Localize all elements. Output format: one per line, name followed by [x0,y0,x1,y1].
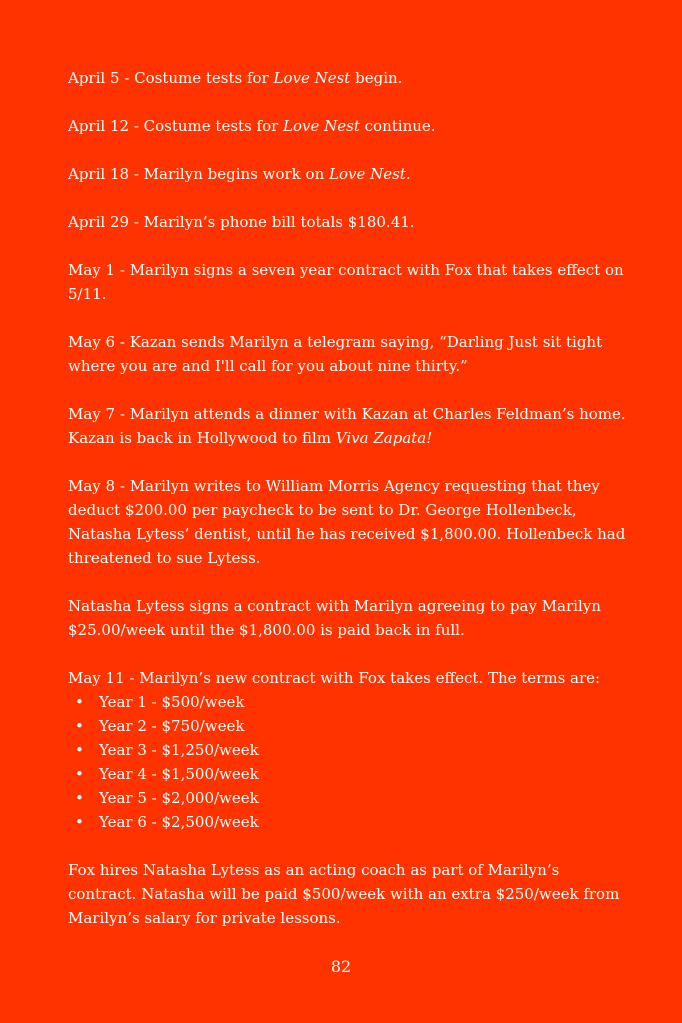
list-item: • Year 2 - $750/week [68,714,628,738]
page-body [68,66,628,954]
bullet-icon: • [75,741,84,759]
contract-intro: May 11 - Marilyn’s new contract with Fox takes effect. The terms are: [68,669,601,687]
entry-may-1: May 1 - Marilyn signs a seven year contract with Fox that takes effect on 5/11. [68,261,624,303]
bullet-icon: • [75,717,84,735]
entry-may-7: May 7 - Marilyn attends a dinner with Kazan at Charles Feldman’s home. Kazan is back in Hollywood to film Viva Zapata! [68,405,626,447]
list-item: • Year 3 - $1,250/week [68,738,628,762]
bullet-icon: • [75,693,84,711]
entry-may-6: May 6 - Kazan sends Marilyn a telegram saying, “Darling Just sit tight where you are and I'll call for you about nine thirty.” [68,333,603,375]
list-item: • Year 4 - $1,500/week [68,762,628,786]
contract-terms-list [68,690,628,834]
list-item: • Year 5 - $2,000/week [68,786,628,810]
film-title: Love Nest [283,117,360,135]
closing-paragraph: Fox hires Natasha Lytess as an acting coach as part of Marilyn’s contract. Natasha will be paid $500/week with an extra $250/week from Marilyn’s salary for private lessons. [68,861,620,927]
entry-lytess-contract: Natasha Lytess signs a contract with Marilyn agreeing to pay Marilyn $25.00/week until the $1,800.00 is paid back in full. [68,597,601,639]
entry-april-12: April 12 - Costume tests for Love Nest continue. [68,117,436,135]
bullet-icon: • [75,789,84,807]
film-title: Love Nest. [329,165,411,183]
film-title: Love Nest [273,69,351,87]
list-item: • Year 6 - $2,500/week [68,810,628,834]
list-item: • Year 1 - $500/week [68,690,628,714]
page-number: 82 [330,957,352,976]
entry-april-29: April 29 - Marilyn’s phone bill totals $180.41. [68,213,415,231]
entry-april-5: April 5 - Costume tests for Love Nest begin. [68,69,403,87]
bullet-icon: • [75,765,84,783]
film-title: Viva Zapata! [335,429,433,447]
entry-may-11 [68,666,628,834]
bullet-icon: • [75,813,84,831]
entry-april-18: April 18 - Marilyn begins work on Love Nest. [68,165,411,183]
entry-may-8: May 8 - Marilyn writes to William Morris Agency requesting that they deduct $200.00 per paycheck to be sent to Dr. George Hollenbeck, Natasha Lytess’ dentist, until he has received $1,800.00. Hollenbeck had threatened to sue Lytess. [68,477,626,567]
